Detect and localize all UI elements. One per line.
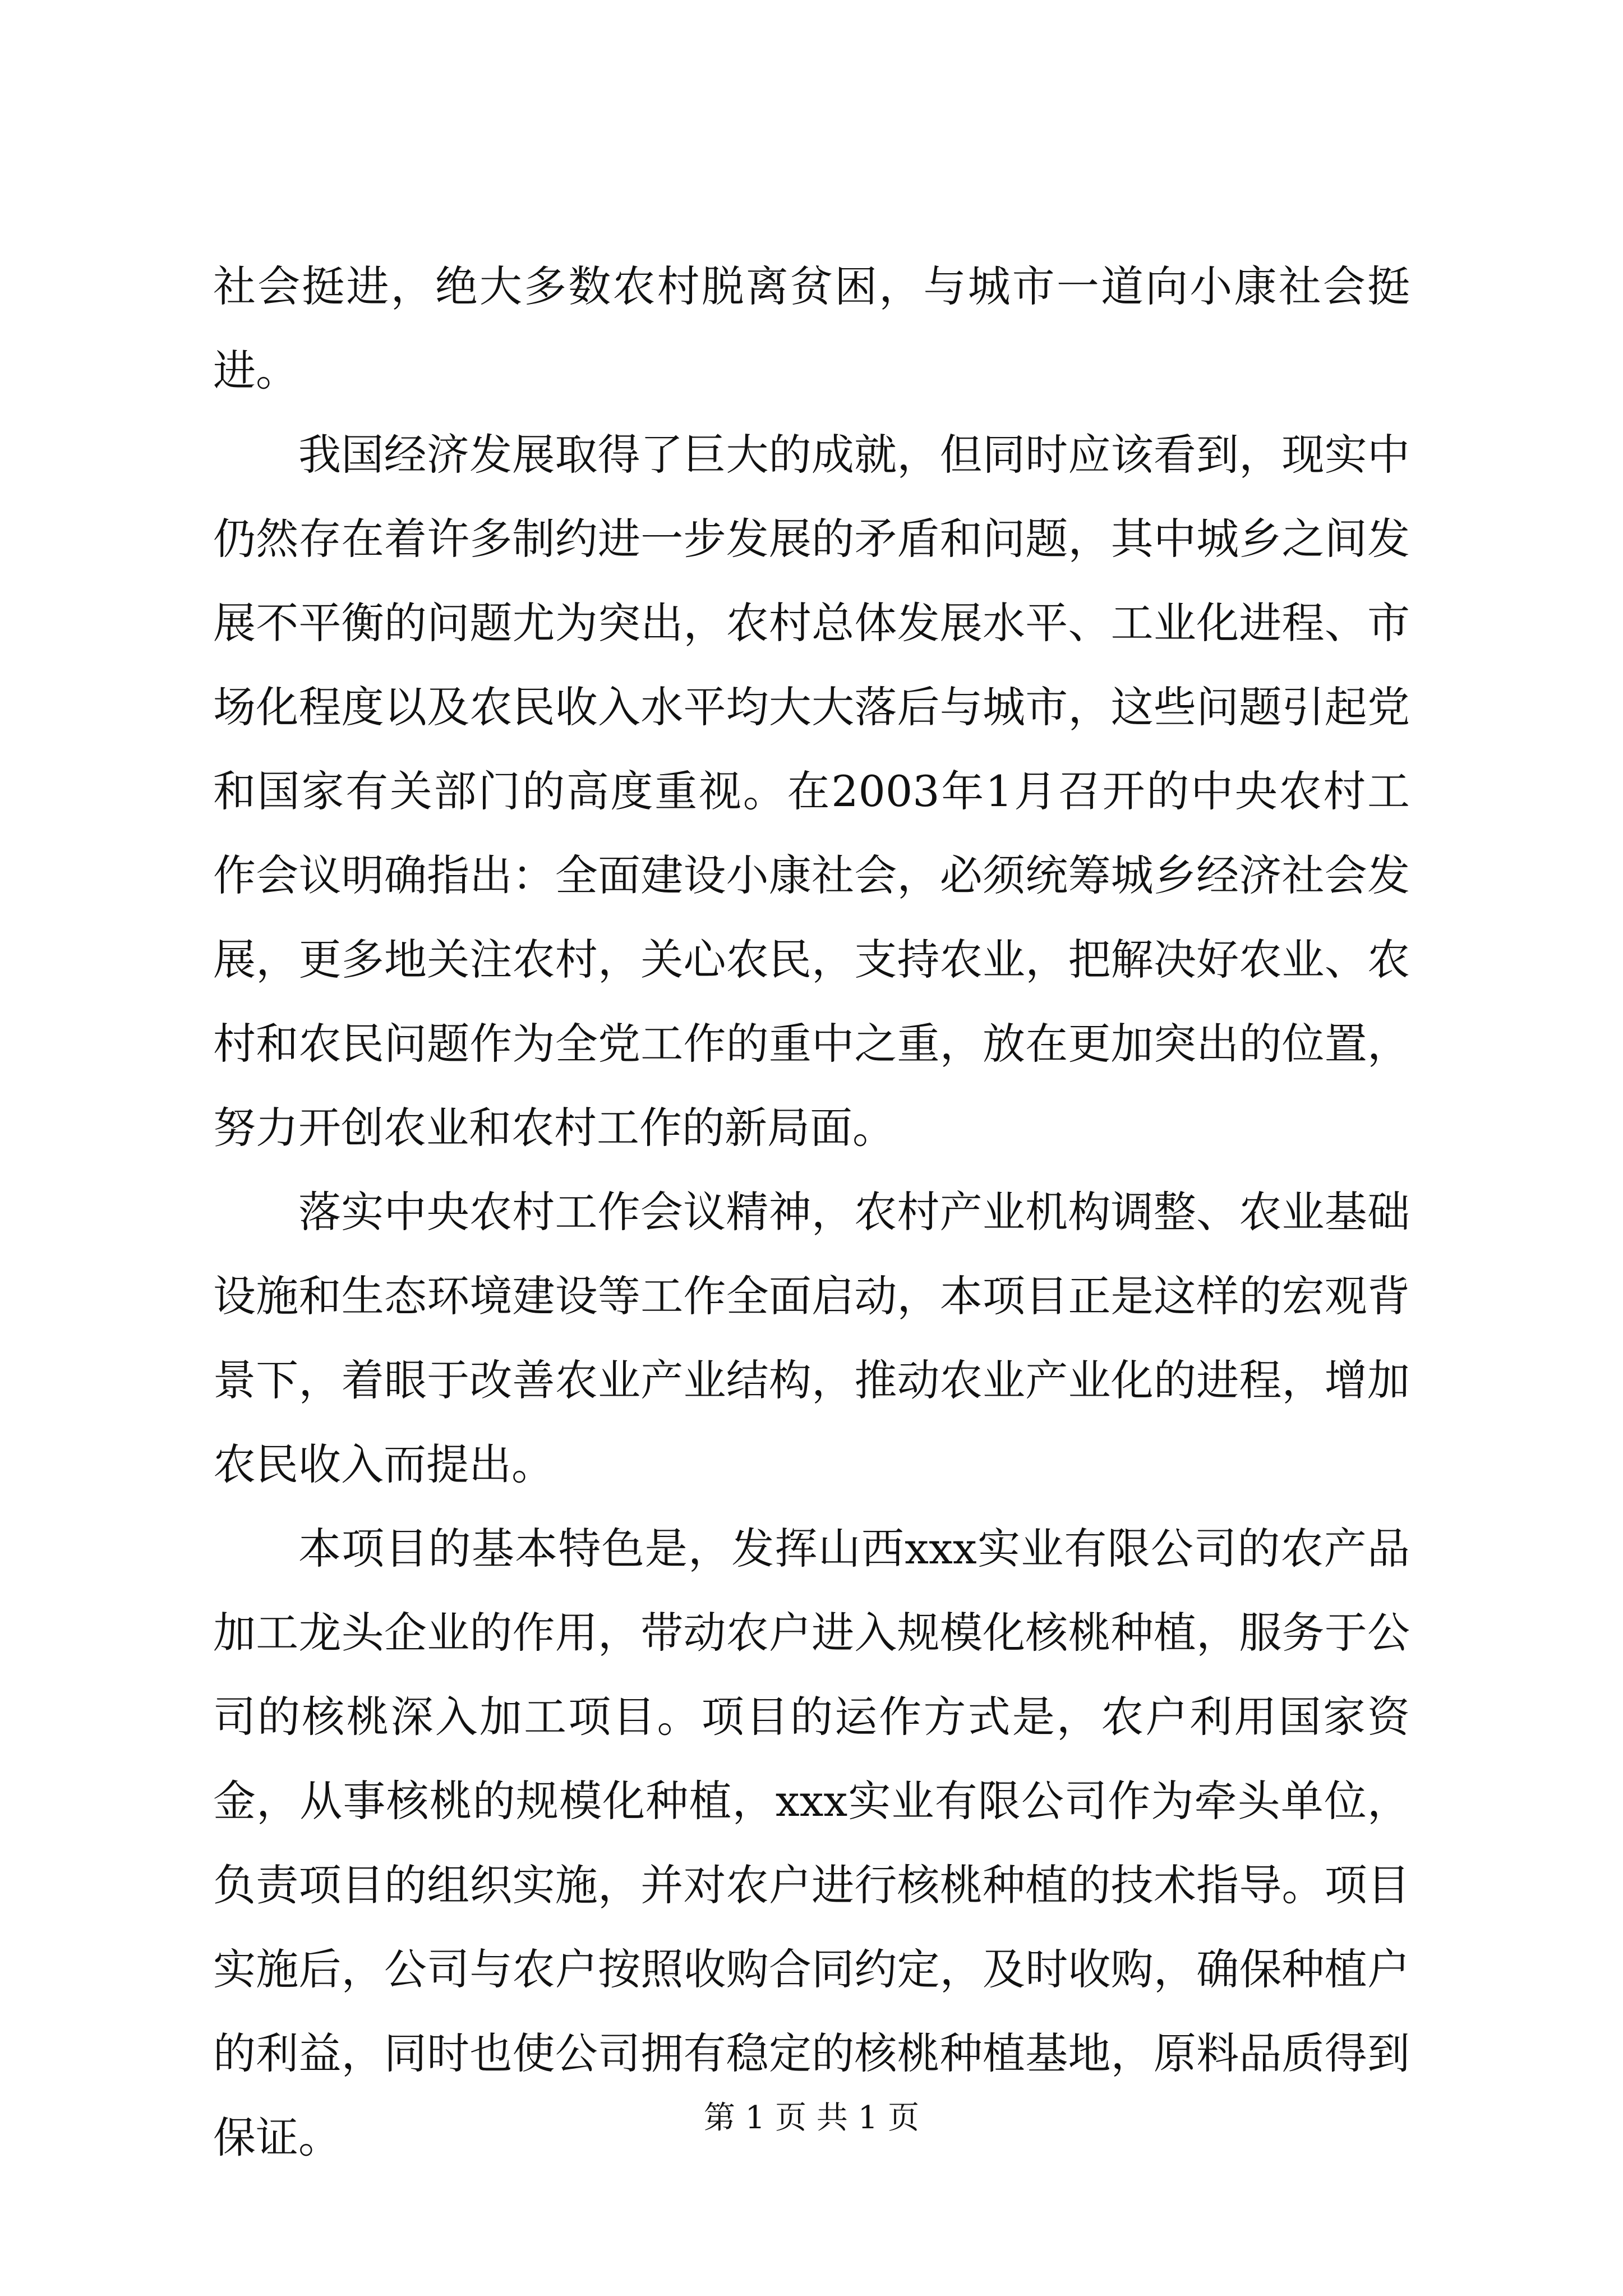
paragraph-economic-development: 我国经济发展取得了巨大的成就，但同时应该看到，现实中仍然存在着许多制约进一步发展的矛盾和问题，其中城乡之间发展不平衡的问题尤为突出，农村总体发展水平、工业化进程、市场化程度以及农民收入水平均大大落后与城市，这些问题引起党和国家有关部门的高度重视。在2003年1月召开的中央农村工作会议明确指出：全面建设小康社会，必须统筹城乡经济社会发展，更多地关注农村，关心农民，支持农业，把解决好农业、农村和农民问题作为全党工作的重中之重，放在更加突出的位置，努力开创农业和农村工作的新局面。 [213, 430, 1410, 1153]
paragraph-policy-implementation: 落实中央农村工作会议精神，农村产业机构调整、农业基础设施和生态环境建设等工作全面启动，本项目正是这样的宏观背景下，着眼于改善农业产业结构，推动农业产业化的进程，增加农民收入而提出。 [213, 1187, 1410, 1489]
document-body [213, 245, 1410, 2180]
paragraph-continuation: 社会挺进，绝大多数农村脱离贫困，与城市一道向小康社会挺进。 [213, 261, 1410, 395]
paragraph-project-features: 本项目的基本特色是，发挥山西xxx实业有限公司的农产品加工龙头企业的作用，带动农户进入规模化核桃种植，服务于公司的核桃深入加工项目。项目的运作方式是，农户利用国家资金，从事核桃的规模化种植，xxx实业有限公司作为牵头单位，负责项目的组织实施，并对农户进行核桃种植的技术指导。项目实施后，公司与农户按照收购合同约定，及时收购，确保种植户的利益，同时也使公司拥有稳定的核桃种植基地，原料品质得到保证。 [213, 1524, 1410, 2162]
page-footer: 第 1 页 共 1 页 [703, 2100, 920, 2136]
